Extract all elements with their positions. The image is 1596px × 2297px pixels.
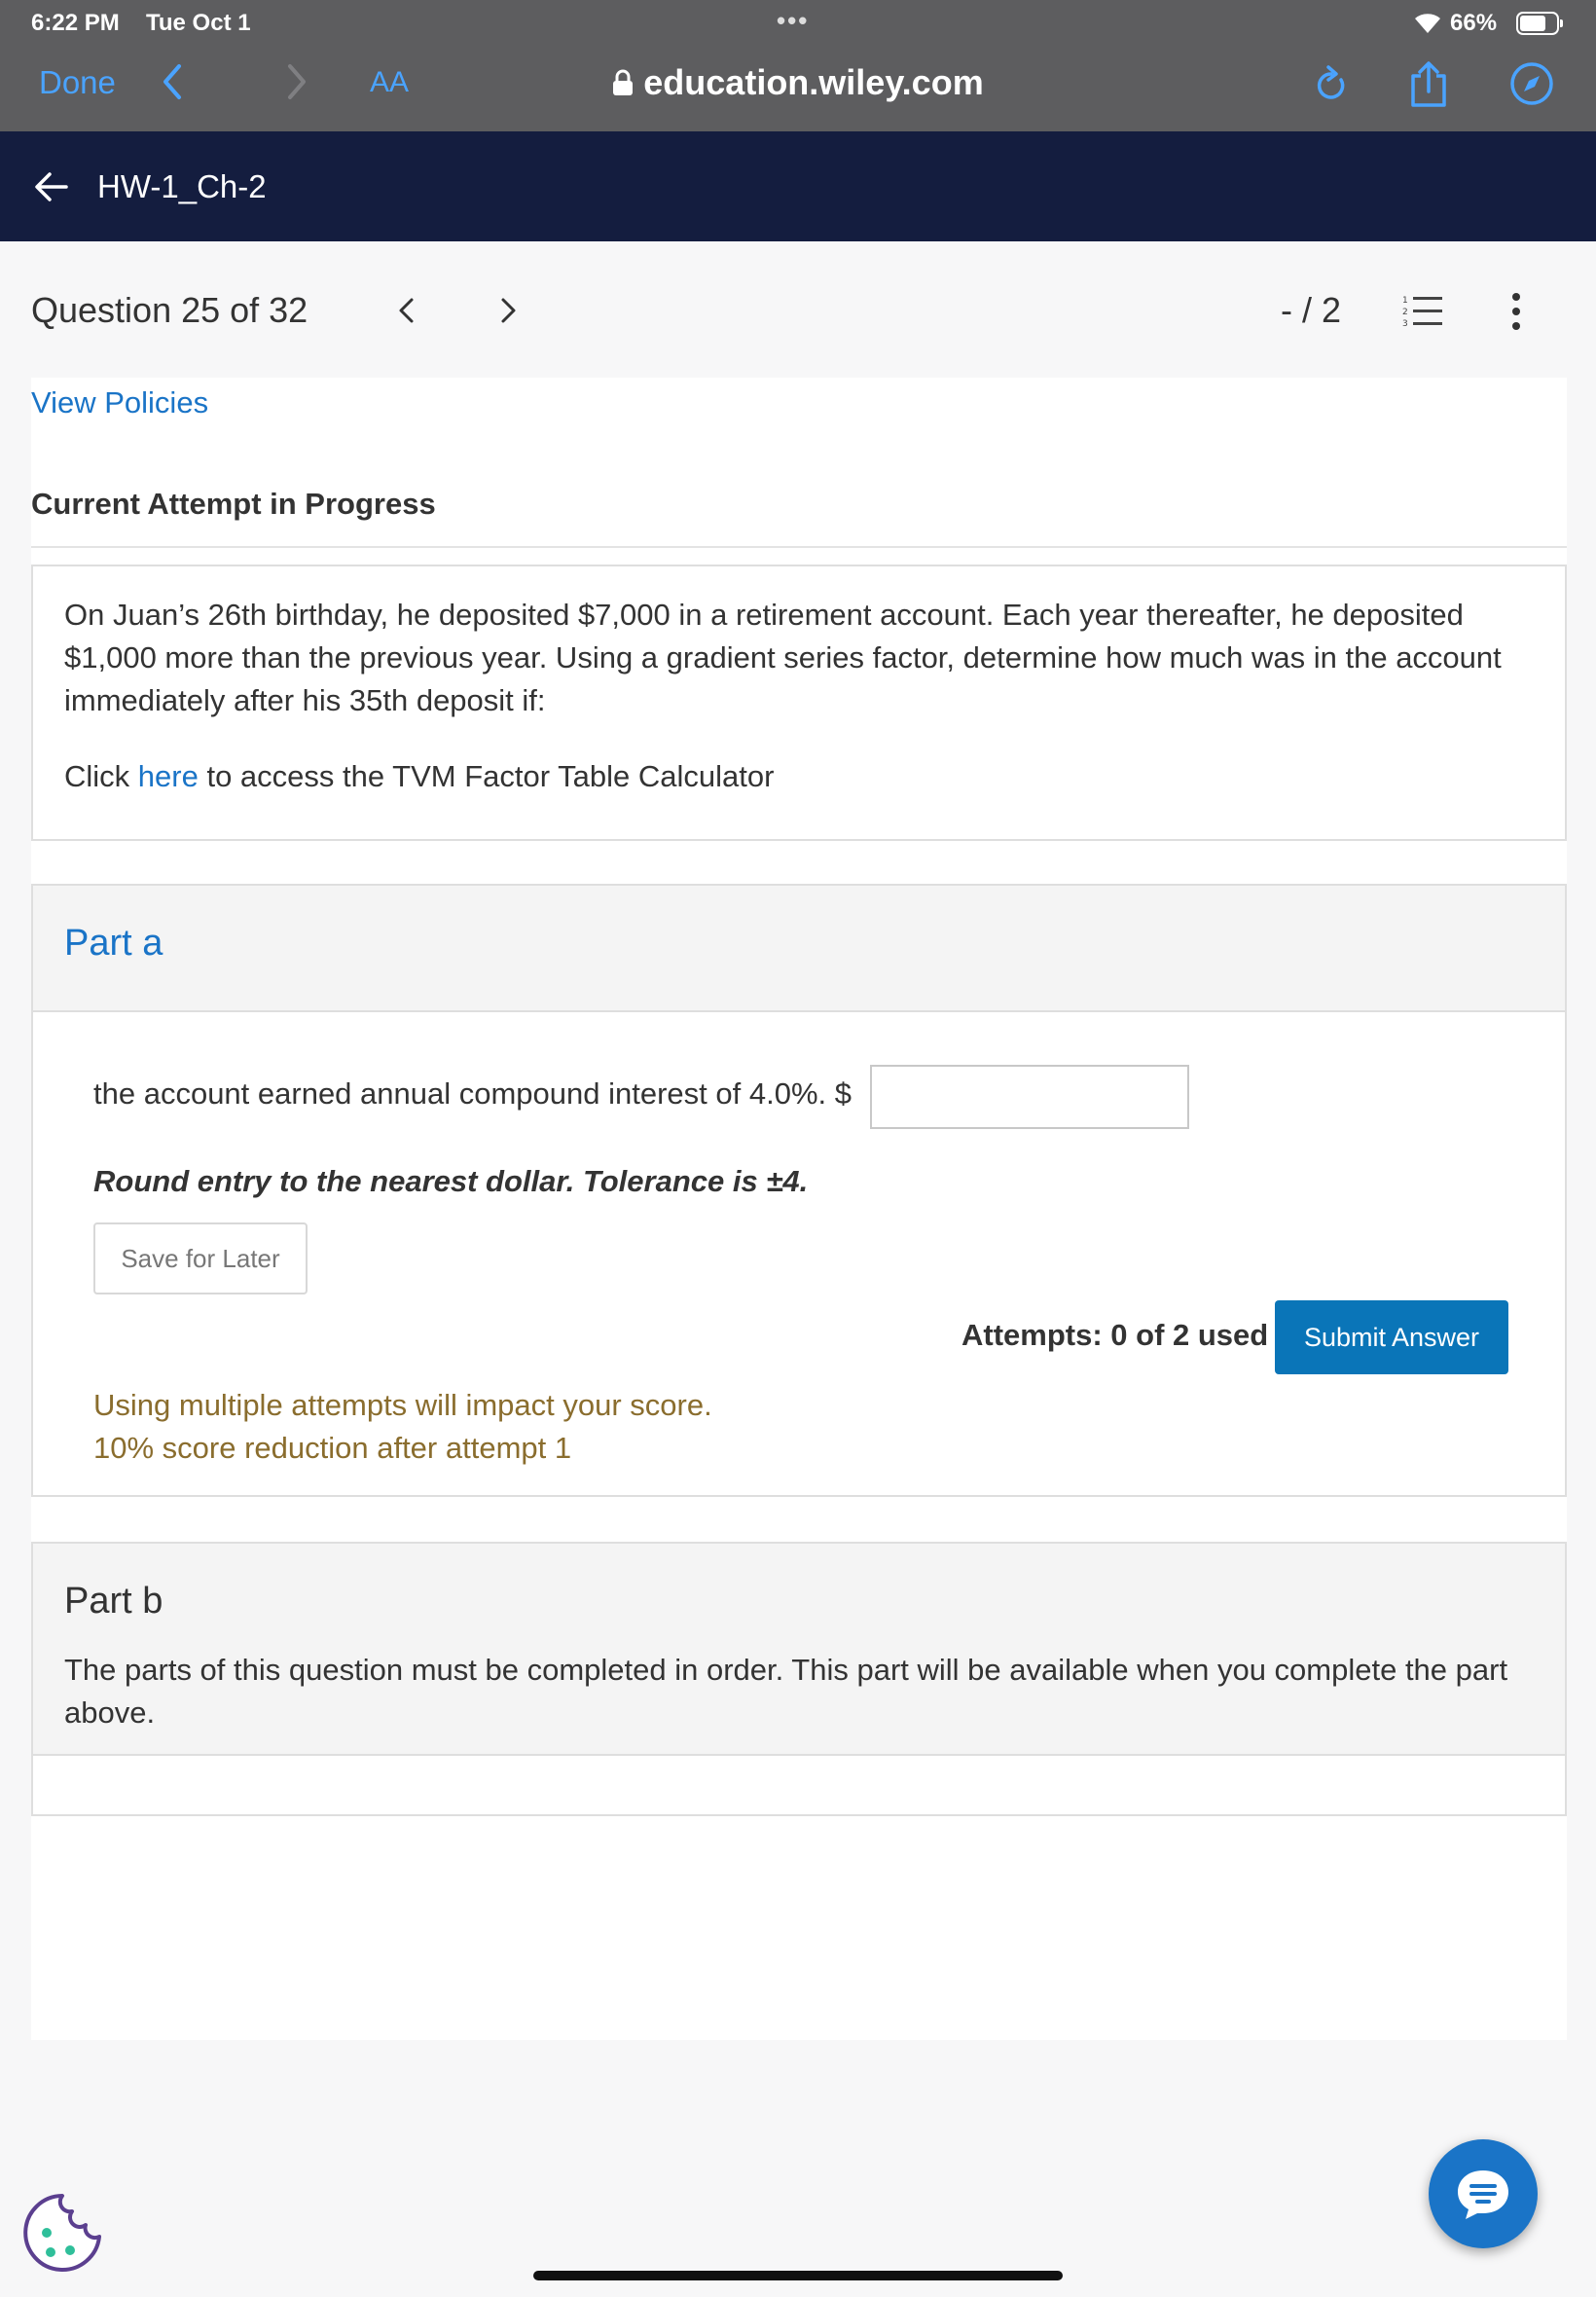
address-bar[interactable] <box>0 62 1596 103</box>
question-text: On Juan’s 26th birthday, he deposited $7,000 in a retirement account. Each year thereafter, he deposited $1,000 more than the previous year. Using a gradient series factor, determine how much was in the account immediately after his 35th deposit if: <box>64 598 1502 717</box>
svg-text:2: 2 <box>1402 308 1408 317</box>
arrow-left-icon[interactable] <box>33 170 70 203</box>
status-date: Tue Oct 1 <box>146 10 251 36</box>
cookie-settings-icon[interactable] <box>21 2192 103 2274</box>
attempts-counter: Attempts: 0 of 2 used <box>961 1318 1269 1352</box>
tvm-calculator-link[interactable]: here <box>137 759 199 793</box>
next-question-icon[interactable] <box>496 296 520 325</box>
part-b-header <box>33 1544 1565 1756</box>
attempts-warning <box>93 1384 712 1470</box>
part-a-title: Part a <box>64 923 163 964</box>
question-box <box>31 565 1567 841</box>
status-bar <box>0 0 1596 45</box>
battery-percent: 66% <box>1450 10 1498 36</box>
save-for-later-button[interactable]: Save for Later <box>93 1222 308 1294</box>
part-a-section <box>31 884 1567 1497</box>
compass-icon[interactable] <box>1508 60 1555 107</box>
battery-icon <box>1516 12 1559 35</box>
question-counter: Question 25 of 32 <box>31 290 308 330</box>
done-button[interactable]: Done <box>39 64 116 100</box>
numbered-list-icon[interactable] <box>1401 292 1444 331</box>
calculator-link-line <box>64 759 774 794</box>
reload-icon[interactable] <box>1312 64 1351 107</box>
assignment-title: HW-1_Ch-2 <box>97 168 267 204</box>
question-content <box>31 378 1567 2040</box>
svg-text:3: 3 <box>1402 319 1408 329</box>
question-header <box>0 241 1596 378</box>
click-suffix: to access the TVM Factor Table Calculator <box>206 759 775 793</box>
share-icon[interactable] <box>1407 60 1450 109</box>
rounding-note: Round entry to the nearest dollar. Tolerance is ±4. <box>93 1164 809 1198</box>
chat-button[interactable] <box>1429 2139 1538 2248</box>
attempts-warning-line-1: Using multiple attempts will impact your score. <box>93 1388 712 1422</box>
answer-input[interactable] <box>870 1065 1189 1129</box>
chat-icon <box>1454 2165 1512 2223</box>
part-a-prompt: the account earned annual compound interest of 4.0%. $ <box>93 1076 852 1111</box>
previous-question-icon[interactable] <box>395 296 418 325</box>
safari-nav-bar <box>0 45 1596 131</box>
svg-text:1: 1 <box>1402 296 1408 306</box>
part-b-section <box>31 1542 1567 1816</box>
part-a-header <box>33 886 1565 1012</box>
status-time: 6:22 PM <box>31 10 120 36</box>
wifi-icon <box>1413 10 1442 35</box>
text-size-button[interactable]: AA <box>370 66 410 98</box>
home-indicator[interactable] <box>533 2271 1063 2280</box>
url-text: education.wiley.com <box>643 62 984 102</box>
attempts-warning-line-2: 10% score reduction after attempt 1 <box>93 1431 572 1465</box>
lock-icon <box>612 69 634 96</box>
part-b-locked-message: The parts of this question must be completed in order. This part will be available when you complete the part above. <box>64 1653 1508 1730</box>
submit-answer-button[interactable]: Submit Answer <box>1275 1300 1508 1374</box>
view-policies-link[interactable]: View Policies <box>31 385 209 419</box>
divider <box>31 546 1567 548</box>
part-b-title: Part b <box>64 1581 163 1622</box>
more-options-icon[interactable] <box>1505 290 1528 333</box>
click-prefix: Click <box>64 759 130 793</box>
multitask-dots-icon[interactable]: ••• <box>777 6 810 35</box>
question-score: - / 2 <box>1281 290 1342 330</box>
attempt-status-heading: Current Attempt in Progress <box>31 487 436 521</box>
browser-chrome <box>0 0 1596 131</box>
app-header <box>0 131 1596 241</box>
